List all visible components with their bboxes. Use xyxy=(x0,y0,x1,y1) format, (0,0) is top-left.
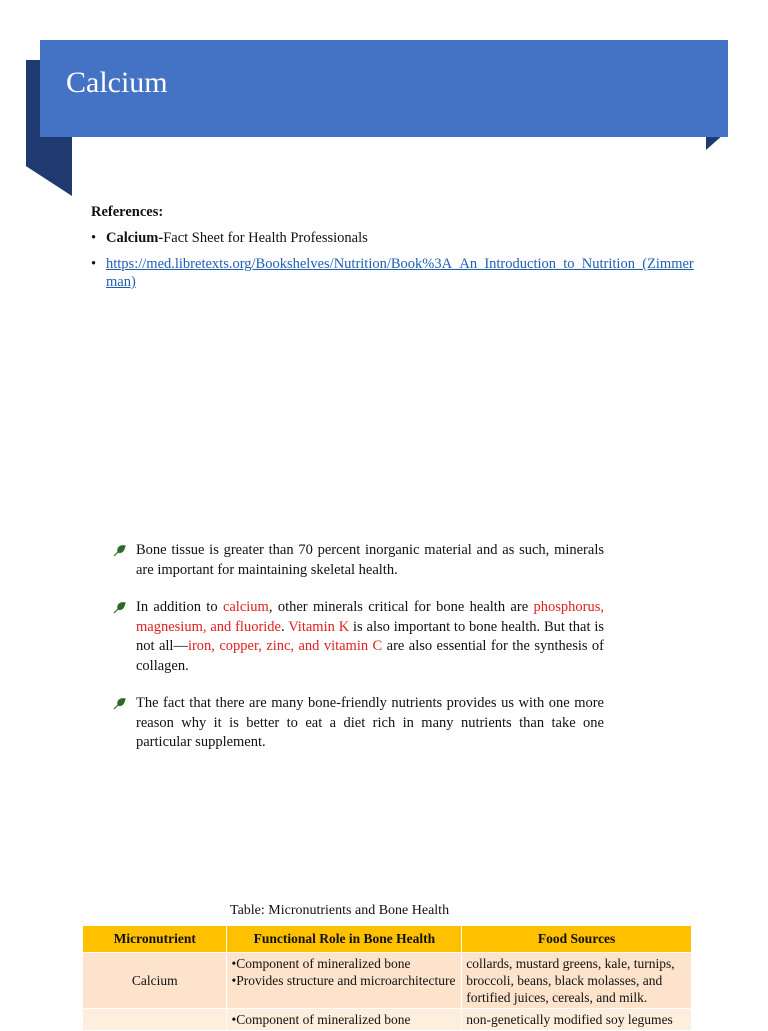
bullet-text: The fact that there are many bone-friendly nutrients provides us with one more reason why it is better to eat a diet rich in many nutrients than take one particular supplement. xyxy=(136,695,604,750)
reference-text: Fact Sheet for Health Professionals xyxy=(163,230,368,246)
highlight-text: calcium xyxy=(222,599,269,615)
sources-cell: non-genetically modified soy legumes xyxy=(462,1009,692,1031)
table-row xyxy=(83,1009,692,1031)
role-cell xyxy=(227,1009,462,1031)
leaf-bullet-icon xyxy=(112,697,126,711)
bullet-list xyxy=(112,541,604,771)
table-row xyxy=(83,953,692,1009)
highlight-text: phosphorus, magnesium, and fluoride xyxy=(136,599,604,635)
leaf-bullet-icon xyxy=(112,544,126,558)
micronutrient-cell: Calcium xyxy=(83,953,227,1009)
column-header: Food Sources xyxy=(462,926,692,953)
column-header: Functional Role in Bone Health xyxy=(227,926,462,953)
role-cell xyxy=(227,953,462,1009)
bullet-text: Bone tissue is greater than 70 percent inorganic material and as such, minerals are important for maintaining skeletal health. xyxy=(136,542,604,578)
reference-bold-label: Calcium- xyxy=(106,230,164,246)
title-banner xyxy=(40,40,728,137)
highlight-text: iron, copper, zinc, and vitamin C xyxy=(187,638,383,654)
bullet-text: is also important to bone health. But that is not all— xyxy=(136,618,605,654)
role-line: •Provides structure and microarchitecture xyxy=(231,973,456,988)
bullet-text: , other minerals critical for bone health are xyxy=(268,599,534,615)
micronutrient-cell xyxy=(83,1009,227,1031)
role-line: •Component of mineralized bone xyxy=(231,956,411,971)
page-title: Calcium xyxy=(66,66,168,99)
table-caption: Table: Micronutrients and Bone Health xyxy=(230,903,450,918)
table-header-row xyxy=(83,926,692,953)
sources-cell: collards, mustard greens, kale, turnips, broccoli, beans, black molasses, and fortified juices, cereals, and milk. xyxy=(462,953,692,1009)
bullet-text: In addition to xyxy=(136,599,223,615)
references-section xyxy=(91,204,701,299)
reference-item xyxy=(91,255,701,291)
references-heading: References: xyxy=(91,204,164,220)
bullet-text: are also essential for the synthesis of collagen. xyxy=(136,638,605,674)
leaf-bullet-icon xyxy=(112,601,126,615)
bullet-text: . xyxy=(281,618,289,635)
column-header: Micronutrient xyxy=(83,926,227,953)
bullet-item xyxy=(112,541,604,580)
reference-link[interactable]: https://med.libretexts.org/Bookshelves/Nutrition/Book%3A_An_Introduction_to_Nutrition_(Zimmerman) xyxy=(106,256,694,290)
highlight-text: Vitamin K xyxy=(288,618,350,635)
role-line: •Component of mineralized bone xyxy=(231,1012,411,1027)
micronutrient-table xyxy=(82,925,692,1031)
reference-item xyxy=(91,229,701,247)
bullet-item xyxy=(112,598,604,676)
bullet-item xyxy=(112,694,604,753)
